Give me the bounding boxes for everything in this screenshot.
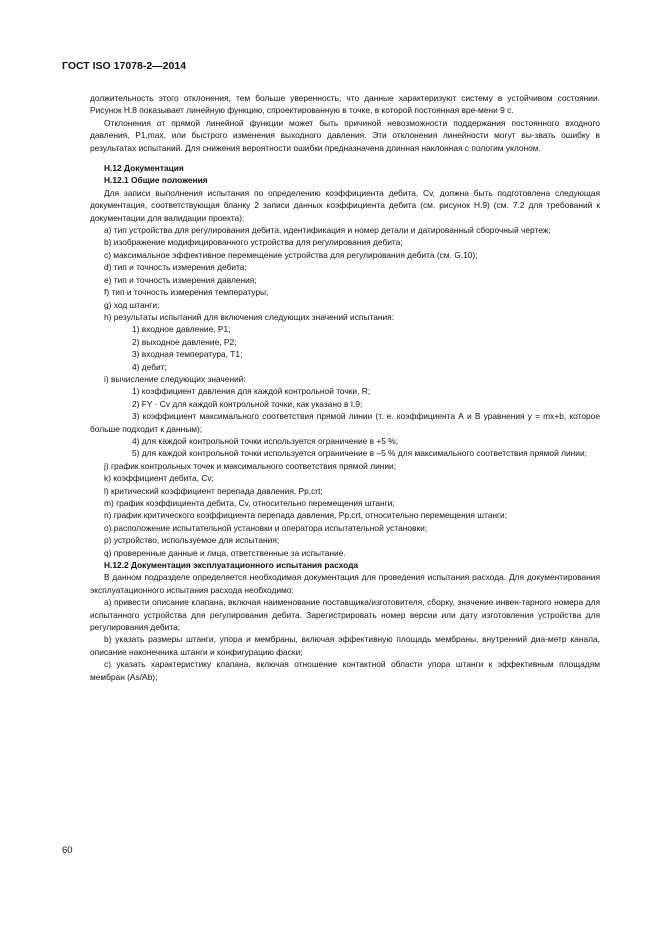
list-item: j) график контрольных точек и максимального соответствия прямой линии;: [104, 460, 397, 471]
section-heading: Н.12 Документация: [104, 163, 184, 174]
subsection-heading: Н.12.1 Общие положения: [104, 175, 208, 186]
list-item: g) ход штанги;: [104, 299, 160, 310]
page-header: ГОСТ ISO 17078-2—2014: [62, 60, 187, 72]
list-item: i) вычисление следующих значений:: [104, 373, 246, 384]
list-item: b) изображение модифицированного устройства для регулирования дебита;: [104, 237, 403, 248]
list-item: d) тип и точность измерения дебита;: [104, 262, 247, 273]
list-item: b) указать размеры штанги, упора и мембраны, включая эффективную площадь мембраны, внутренний диа-метр канала, описание наконечника штанги и конфигурацию фаски;: [90, 634, 600, 657]
sub-list-item: 3) входная температура, T1;: [132, 349, 243, 360]
sub-list-item: 5) для каждой контрольной точки используется ограничение в –5 % для максимального соответствия прямой линии;: [132, 448, 587, 459]
sub-list-item: 2) FY · Cv для каждой контрольной точки, как указано в I.9;: [132, 398, 363, 409]
list-item: р) устройство, используемое для испытания;: [104, 535, 280, 546]
paragraph: В данном подразделе определяется необходимая документация для проведения испытания расхода. Для документирования эксплуатационного испытания расхода необходимо:: [90, 572, 600, 595]
list-item: f) тип и точность измерения температуры;: [104, 287, 269, 298]
paragraph: Отклонения от прямой линейной функции может быть причиной невозможности поддержания постоянного входного давления, P1,max, или быстрого изменения выходного давления. Эти отклонения линейности могут вы-звать ошибку в результатах испытаний. Для снижения вероятности ошибки предназначена длинная наклонная с пологим уклоном.: [90, 117, 600, 153]
sub-list-item: 4) дебит;: [132, 361, 167, 372]
document-body: [90, 92, 600, 683]
list-item: k) коэффициент дебита, Cv;: [104, 473, 214, 484]
sub-list-item: 1) входное давление, P1;: [132, 324, 231, 335]
subsection-heading: Н.12.2 Документация эксплуатационного испытания расхода: [104, 560, 359, 571]
list-item: q) проверенные данные и лица, ответственные за испытание.: [104, 547, 346, 558]
paragraph: должительность этого отклонения, тем больше уверенность, что данные характеризуют систему в устойчивом состоянии. Рисунок Н.8 показывает линейную функцию, спроектированную в точке, в которой постоянная вре-мени 9 с.: [90, 93, 600, 116]
list-item: c) максимальное эффективное перемещение устройства для регулирования дебита (см. G.10);: [104, 249, 478, 260]
list-item: m) график коэффициента дебита, Cv, относительно перемещения штанги;: [104, 498, 395, 508]
list-item: n) график критического коэффициента перепада давления, Pp,crt, относительно перемещения штанги;: [104, 510, 508, 521]
list-item: о) расположение испытательной установки и оператора испытательной установки;: [104, 522, 428, 533]
sub-list-item: 3) коэффициент максимального соответствия прямой линии (т. е. коэффициента А и В уравнения y = mx+b, которое больше подходит к данным);: [90, 411, 600, 434]
list-item: е) тип и точность измерения давления;: [104, 274, 257, 285]
list-item: а) тип устройства для регулирования дебита, идентификация и номер детали и датированный сборочный чертеж;: [104, 225, 551, 236]
list-item: а) привести описание клапана, включая наименование поставщика/изготовителя, сборку, значение инвен-тарного номера для испытанного устройства для регулирования дебита. Зарегистрировать номер версии или дату изготовления устройства для регулирования дебита;: [90, 597, 600, 633]
paragraph: Для записи выполнения испытания по определению коэффициента дебита, Cv, должна быть подготовлена следующая документация, соответствующая бланку 2 записи данных коэффициента дебита (см. рисунок Н.9) (см. 7.2 для требований к документации для валидации проекта):: [90, 187, 600, 223]
sub-list-item: 1) коэффициент давления для каждой контрольной точки, R;: [132, 386, 371, 397]
sub-list-item: 2) выходное давление, P2;: [132, 336, 237, 347]
list-item: с) указать характеристику клапана, включая отношение контактной области упора штанги к эффективным площадям мембран (As/Ab);: [90, 659, 600, 682]
list-item: l) критический коэффициент перепада давления, Pp,crt;: [104, 485, 323, 496]
page-number: 60: [62, 845, 73, 856]
list-item: h) результаты испытаний для включения следующих значений испытания:: [104, 311, 395, 322]
sub-list-item: 4) для каждой контрольной точки используется ограничение в +5 %;: [132, 435, 399, 446]
